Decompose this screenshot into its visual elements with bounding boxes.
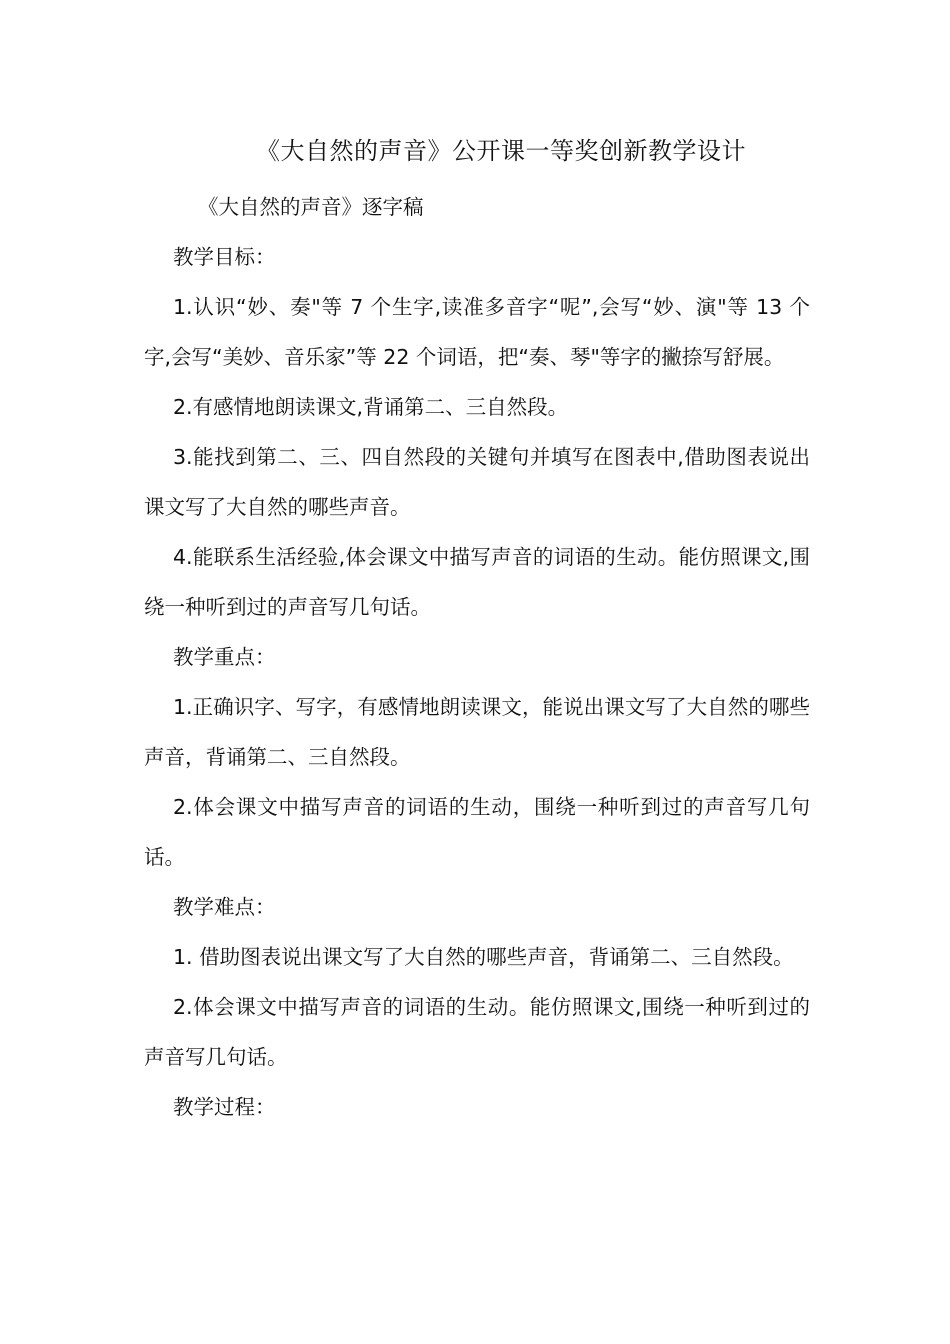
section-heading-difficulties: 教学难点： [173,895,276,919]
subtitle-paragraph: 《大自然的声音》逐字稿 [198,195,424,219]
difficulty-item-2: 2.体会课文中描写声音的词语的生动。能仿照课文,围绕一种听到过的声音写几句话。 [144,995,810,1069]
objective-item-3: 3.能找到第二、三、四自然段的关键句并填写在图表中,借助图表说出课文写了大自然的哪些声音。 [144,445,810,519]
document-title: 《大自然的声音》公开课一等奖创新教学设计 [256,137,746,165]
key-point-item-2: 2.体会课文中描写声音的词语的生动，围绕一种听到过的声音写几句话。 [144,795,810,869]
section-heading-objectives: 教学目标： [173,245,276,269]
document-body [144,182,810,1132]
section-heading-key-points: 教学重点： [173,645,276,669]
section-heading-process: 教学过程： [173,1095,276,1119]
key-point-item-1: 1.正确识字、写字，有感情地朗读课文，能说出课文写了大自然的哪些声音，背诵第二、三自然段。 [144,695,810,769]
objective-item-4: 4.能联系生活经验,体会课文中描写声音的词语的生动。能仿照课文,围绕一种听到过的声音写几句话。 [144,545,810,619]
difficulty-item-1: 1. 借助图表说出课文写了大自然的哪些声音，背诵第二、三自然段。 [173,945,794,969]
objective-item-1: 1.认识“妙、奏"等 7 个生字,读准多音字“呢”,会写“妙、演"等 13 个字,会写“美妙、音乐家”等 22 个词语，把“奏、琴"等字的撇捺写舒展。 [144,295,810,369]
objective-item-2: 2.有感情地朗读课文,背诵第二、三自然段。 [173,395,569,419]
